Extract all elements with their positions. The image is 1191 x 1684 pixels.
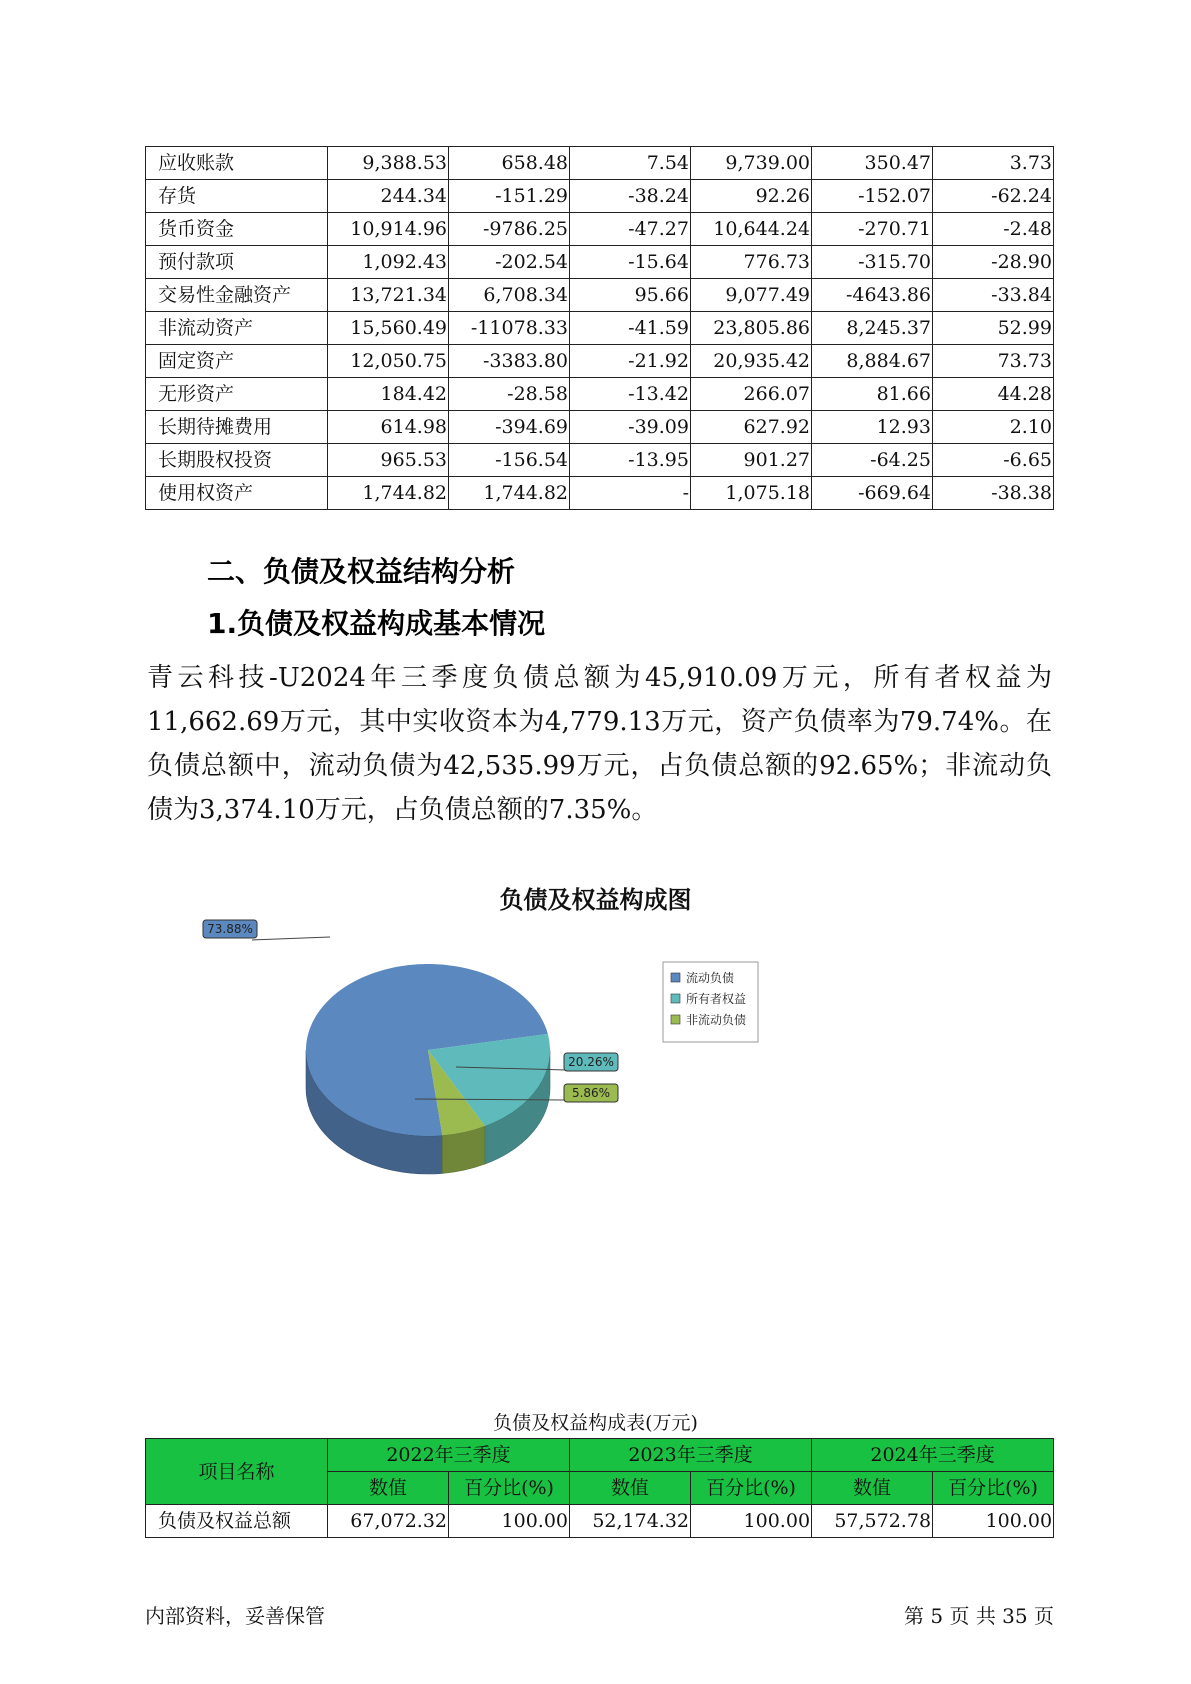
value-cell: 100.00 xyxy=(691,1505,812,1538)
table-row xyxy=(146,1505,1054,1538)
value-cell: 73.73 xyxy=(933,345,1054,378)
value-cell: 20,935.42 xyxy=(691,345,812,378)
subsection-title: 1.负债及权益构成基本情况 xyxy=(207,607,546,640)
value-cell: -270.71 xyxy=(812,213,933,246)
value-cell: -9786.25 xyxy=(449,213,570,246)
value-cell: 658.48 xyxy=(449,147,570,180)
value-cell: -33.84 xyxy=(933,279,1054,312)
value-cell: -39.09 xyxy=(570,411,691,444)
value-cell: 614.98 xyxy=(328,411,449,444)
footer-page-number: 第 5 页 共 35 页 xyxy=(904,1604,1054,1628)
value-cell: -13.95 xyxy=(570,444,691,477)
value-cell: 57,572.78 xyxy=(812,1505,933,1538)
value-cell: 9,077.49 xyxy=(691,279,812,312)
chart-title: 负债及权益构成图 xyxy=(499,886,692,914)
row-label: 负债及权益总额 xyxy=(146,1505,328,1538)
data-label: 20.26% xyxy=(568,1055,614,1069)
value-cell: 10,644.24 xyxy=(691,213,812,246)
row-label: 无形资产 xyxy=(146,378,328,411)
value-cell: -151.29 xyxy=(449,180,570,213)
value-cell: -3383.80 xyxy=(449,345,570,378)
row-label: 长期待摊费用 xyxy=(146,411,328,444)
value-cell: 244.34 xyxy=(328,180,449,213)
row-label: 固定资产 xyxy=(146,345,328,378)
value-cell: -2.48 xyxy=(933,213,1054,246)
subheader-cell: 数值 xyxy=(328,1472,449,1505)
value-cell: 627.92 xyxy=(691,411,812,444)
liability-equity-table xyxy=(145,1438,1054,1538)
value-cell: -28.90 xyxy=(933,246,1054,279)
analysis-paragraph: 青云科技-U2024年三季度负债总额为45,910.09万元，所有者权益为11,662.69万元，其中实收资本为4,779.13万元，资产负债率为79.74%。在负债总额中，流动负债为42,535.99万元，占负债总额的92.65%；非流动负债为3,374.10万元，占负债总额的7.35%。 xyxy=(147,663,1052,825)
value-cell: 1,075.18 xyxy=(691,477,812,510)
table-row xyxy=(146,147,1054,180)
table-row xyxy=(146,312,1054,345)
value-cell: 1,092.43 xyxy=(328,246,449,279)
data-label: 5.86% xyxy=(571,1086,611,1100)
value-cell: 95.66 xyxy=(570,279,691,312)
value-cell: -152.07 xyxy=(812,180,933,213)
footer-confidential: 内部资料，妥善保管 xyxy=(145,1604,325,1628)
value-cell: 81.66 xyxy=(812,378,933,411)
row-label: 非流动资产 xyxy=(146,312,328,345)
table-row xyxy=(146,213,1054,246)
subheader-cell: 数值 xyxy=(812,1472,933,1505)
value-cell: -21.92 xyxy=(570,345,691,378)
value-cell: -28.58 xyxy=(449,378,570,411)
asset-change-table xyxy=(145,146,1054,510)
data-label: 73.88% xyxy=(207,922,253,936)
value-cell: -38.24 xyxy=(570,180,691,213)
table-row xyxy=(146,378,1054,411)
header-period: 2023年三季度 xyxy=(570,1439,812,1472)
value-cell: -62.24 xyxy=(933,180,1054,213)
value-cell: -4643.86 xyxy=(812,279,933,312)
row-label: 应收账款 xyxy=(146,147,328,180)
header-period: 2024年三季度 xyxy=(812,1439,1054,1472)
value-cell: 10,914.96 xyxy=(328,213,449,246)
legend-swatch xyxy=(671,994,680,1003)
value-cell: 23,805.86 xyxy=(691,312,812,345)
chart-legend xyxy=(663,962,758,1042)
table-header-row xyxy=(146,1439,1054,1472)
value-cell: 52.99 xyxy=(933,312,1054,345)
table-row xyxy=(146,444,1054,477)
table-row xyxy=(146,246,1054,279)
legend-label: 所有者权益 xyxy=(686,992,747,1006)
legend-swatch xyxy=(671,973,680,982)
header-period: 2022年三季度 xyxy=(328,1439,570,1472)
value-cell: 12.93 xyxy=(812,411,933,444)
row-label: 货币资金 xyxy=(146,213,328,246)
value-cell: 6,708.34 xyxy=(449,279,570,312)
value-cell: 52,174.32 xyxy=(570,1505,691,1538)
value-cell: -6.65 xyxy=(933,444,1054,477)
value-cell: 776.73 xyxy=(691,246,812,279)
value-cell: -394.69 xyxy=(449,411,570,444)
section-title: 二、负债及权益结构分析 xyxy=(207,555,516,588)
value-cell: -41.59 xyxy=(570,312,691,345)
table-row xyxy=(146,411,1054,444)
value-cell: 965.53 xyxy=(328,444,449,477)
value-cell: 12,050.75 xyxy=(328,345,449,378)
value-cell: 9,388.53 xyxy=(328,147,449,180)
value-cell: -669.64 xyxy=(812,477,933,510)
value-cell: -156.54 xyxy=(449,444,570,477)
value-cell: 901.27 xyxy=(691,444,812,477)
value-cell: 3.73 xyxy=(933,147,1054,180)
value-cell: 15,560.49 xyxy=(328,312,449,345)
legend-swatch xyxy=(671,1015,680,1024)
value-cell: 266.07 xyxy=(691,378,812,411)
value-cell: 44.28 xyxy=(933,378,1054,411)
value-cell: -13.42 xyxy=(570,378,691,411)
subheader-cell: 百分比(%) xyxy=(933,1472,1054,1505)
subheader-cell: 百分比(%) xyxy=(449,1472,570,1505)
row-label: 预付款项 xyxy=(146,246,328,279)
value-cell: -11078.33 xyxy=(449,312,570,345)
value-cell: - xyxy=(570,477,691,510)
table-row xyxy=(146,477,1054,510)
table-caption: 负债及权益构成表(万元) xyxy=(493,1412,698,1434)
value-cell: -315.70 xyxy=(812,246,933,279)
table-row xyxy=(146,180,1054,213)
value-cell: 1,744.82 xyxy=(328,477,449,510)
value-cell: 67,072.32 xyxy=(328,1505,449,1538)
value-cell: 100.00 xyxy=(933,1505,1054,1538)
row-label: 交易性金融资产 xyxy=(146,279,328,312)
value-cell: 2.10 xyxy=(933,411,1054,444)
value-cell: -47.27 xyxy=(570,213,691,246)
value-cell: 7.54 xyxy=(570,147,691,180)
value-cell: 1,744.82 xyxy=(449,477,570,510)
value-cell: 184.42 xyxy=(328,378,449,411)
subheader-cell: 百分比(%) xyxy=(691,1472,812,1505)
value-cell: 9,739.00 xyxy=(691,147,812,180)
legend-label: 非流动负债 xyxy=(686,1013,747,1027)
value-cell: 13,721.34 xyxy=(328,279,449,312)
legend-label: 流动负债 xyxy=(686,971,735,985)
header-item-name: 项目名称 xyxy=(146,1439,328,1505)
value-cell: 8,245.37 xyxy=(812,312,933,345)
value-cell: 350.47 xyxy=(812,147,933,180)
row-label: 存货 xyxy=(146,180,328,213)
row-label: 使用权资产 xyxy=(146,477,328,510)
value-cell: -64.25 xyxy=(812,444,933,477)
value-cell: 92.26 xyxy=(691,180,812,213)
table-row xyxy=(146,345,1054,378)
value-cell: 8,884.67 xyxy=(812,345,933,378)
value-cell: -202.54 xyxy=(449,246,570,279)
pie-chart xyxy=(0,870,1191,1210)
value-cell: -38.38 xyxy=(933,477,1054,510)
subheader-cell: 数值 xyxy=(570,1472,691,1505)
value-cell: -15.64 xyxy=(570,246,691,279)
row-label: 长期股权投资 xyxy=(146,444,328,477)
value-cell: 100.00 xyxy=(449,1505,570,1538)
table-row xyxy=(146,279,1054,312)
leader-line xyxy=(252,937,330,940)
